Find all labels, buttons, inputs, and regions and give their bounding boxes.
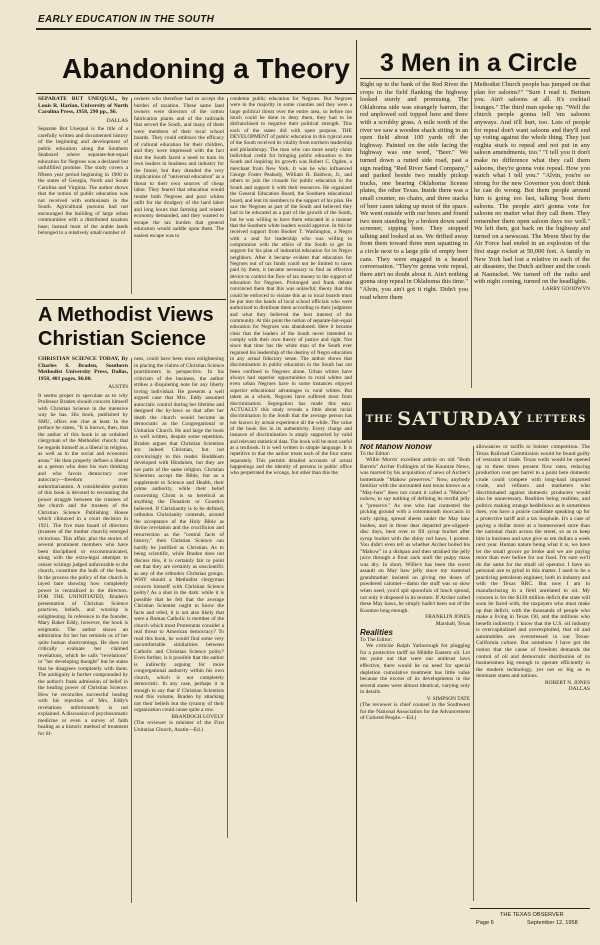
article2-text-col1: Right up to the bank of the Red River the crops in the field flanking the highway looked sturdy and promising. The Oklahoma side was strangely barren, the red unplowed soil topped here and there with a scrubby grass. A mile north of the river we saw a wooden shack sitting in an open field about 100 yards off the highway. Painted on the side facing the highway was one word, "Beer." We turned down a rutted side road, past a sign reading "Red River Sand Company," and parked beside two muddy pickup trucks, one bearing Oklahoma license plates, the other Texas. Inside there was a small counter, no chairs, and three stacks of beer cases taking up most of the space. We went outside with our beers and found two men standing by a broken down sand screener, sipping beer. They stopped talking and looked at us. We drifted away from them toward three men squatting in a circle next to a large pile of empty beer cans. They were engaged in a heated conversation. "They're gonna vote repeal, there ain't no doubt about it. Ain't nothing gonna stop repeal in Oklahoma this time." "Alvin, you ain't got it right. Didn't you read where them [360,81,468,301]
footer-page: Page 6 [476,920,494,926]
letters-col1 [360,444,470,904]
article3-top-rule [36,299,226,300]
article3-text-col1: It seems proper to speculate as to why Professor Braden should concern himself with Christian Science in the intensive way he has. His book, published by SMU, offers one clue at least. In the preface he states, "It is known, then, that the author of this book is an ordained clergyman of the Methodist church; that he regards himself as a liberal in religion, as well as in the social and economic areas." He then properly defines a liberal as a person who does his own thinking and who favors democracy over autocracy—freedom over authoritarianism. A considerable portion of this book is devoted to recounting the power struggle between the trustees of the church and the trustees of the Christian Science Publishing House which climaxed in a court decision in 1921. The five man board of directors (trustees of the mother church) emerged victorious. This affair, plus the stories of several prominent members who have been disciplined or excommunicated, along with the extra-legal attempts to censor writings judged unfavorable to the church, constitute the bulk of the book. In the process the policy of the church is layed bare showing how completely power is centralized in the directors. FOR THE UNINITIATED, Braden's presentation of Christian Science practices, beliefs, and worship is enlightening. In reference to the founder, Mary Baker Eddy, however, the book is enigmatic. The author shows an admiration for her but reminds us of her quite human shortcomings. He does not critically evaluate her claimed revelations, which he calls "revelations" or "her developing thought" but he states that he disagrees completely with them. The ambiguity is further compounded by the author's frank admission of belief in the healing power of Christian Science. How he reconciles successful healing with his rejection of Mrs. Eddy's revelations unfortunately is not explained. A discussion of psychosomatic medicine or even a survey of faith healing as a historic method of treatment for ill- [38,392,128,737]
article1-review-head: SEPARATE BUT UNEQUAL, by Louis R. Harlan, University of North Carolina Press, 1958, 290 pp., $6. [38,96,128,116]
col-divider [356,40,357,902]
letter2-title: Realities [360,628,393,638]
article2-col2 [474,81,590,391]
letter3-body: allowances or tariffs to bolster competition. The Texas Railroad Commission would be found guilty of restraint of trade. Texas wells would be opened up to three times present flow rates, reducing production cost per barrel to a point here domestic crude could compete with long-haul imported crude, and refiners and marketers who discriminated against domestic producers would also be unnecessary. Realities being realities, and politics making strange bedfellows as it sometimes does, you have a prairie candidate speaking up for a protective tariff and a tax loophole. It's a case of paying a dollar more at a homeowned store than the national chain across the street, so as to keep him in business and save give us ten dollars a week next year. Human nature being what it is, we have let the small grocer go broke and we are paying more than ever before for our food. I'm sure we'll do the same for the small oil operator. I have no personal axe to grind in this matter. I used to be a practicing petroleum engineer, both in industry and with the Texas RRC. But now I am in manufacturing in a field unrelated to oil. My concern is for the $120 million deficit the state will soon be faced with, the taxpayers who must make up that deficit, with the thousands of people who make a living in Texas Oil, and the millions who benefit indirectly. I know that the U.S. oil industry is overcapitalized and overexploited, that oil and automobiles are overstressed in our Texas-California culture. But somehow I have got the notion that the cause of freedom demands the control of oil and democratic distribution of its businessmen big enough to operate efficiently in the modern technology, yet not so big as to dominate states and nations. [476,444,590,680]
headline-rule-2 [360,78,590,79]
letter1-salutation: To the Editor: [360,450,391,457]
article1-text-col3: condemn public education for Negroes. But Negroes were in the majority in some counties and they were a large political threat over the entire area, so before too much could be done to deny them, they had to be disfranchised to negative their political strength. This each of the states did with open purpose. THE DEVELOPMENT of public education in this typical area of the South received its vitality from northern leadership and philanthropy. The man who can more nearly claim individual credit for bringing public education to the South and inspiring its growth was Robert C. Ogden, a merchant from New York. It was he who influenced George Foster Peabody, William H. Baldwin, Jr., and others to join the crusade for public education in the South and support it with their resources. He organized the General Education Board, the Southern educational board, and lent its members to the support of his plan. He saw the Negroes as part of the South and believed they had to be educated as a part of the growth of the South, but he was willing to have them educated in a manner that the Southern white leaders would approve. In this he received support from Booker T. Washington, a Negro with a zeal for leadership who was willing to compromise with the ethics of the South to get its support for his plan of industrial education for its Negro neighbors. After it became evident that education for Negroes out of tax funds could not be limited to taxes paid by them, it became necessary to find an effective device to control the flow of tax money to the support of education for Negroes. Prolonged and frank debate convinced them that this was unlawful; theory that this could be enforced to violate this as to local boards must be put into the hands of local school officials who were authorized to distribute them according to their judgment and what they believed the best interest of the community. At this point the notion of separate-but-equal education for Negroes was abandoned. Here it became clear that the leaders of the South never intended to comply with their own theory of justice and right. Not since that time has the white man of the South ever regained his leadership of the destiny of Negro education in any actual fiduciary sense. The author shows that discrimination in public education in the South has not been confined to Negroes alone. Urban whites have always had superior opportunities to rural whites and even urban Negroes have in some instances enjoyed superior educational advantages to rural whites. But taken as a whole, Negroes have suffered most from discrimination. Segregation has made this easy. ACTUALLY this study reveals a little about racial discrimination in the South that the average person has not known by actual experience all the while. The value of the book lies in its authenticity. Every charge and instance of discrimination is amply supported by valid and relevant statistical data. The book will be most useful as a textbook. It is well written in simple language. It is repetitive in that the author treats each of the four states separately. This permits detailed accounts of actual happenings and the identity of persons in public office who perpetrated the wrongs, but other than this the [230,96,352,477]
saturday-letters-logo [362,398,590,440]
article3-col2 [134,356,224,906]
logo-main-text: SATURDAY [397,408,523,430]
article3-review-head: CHRISTIAN SCIENCE TODAY, By Charles S. Braden, Southern Methodist University Press, Dallas, 1958, 401 pages, $6.00. [38,356,128,382]
section-label: EARLY EDUCATION IN THE SOUTH [38,14,215,25]
letters-col2 [476,444,590,904]
article3-signature: BRANDOCH LOVELY [171,713,224,720]
article3-footnote: (The reviewer is minister of the First Unitarian Church, Austin—Ed.) [134,720,224,733]
logo-left-text: THE [365,413,394,425]
letter2-signature: V. SIMPSON TATE [426,695,470,702]
letter1-place: Marshall, Texas [435,620,470,627]
article2-col1 [360,81,468,391]
article3-text-col2: ness, could have been most enlightening in placing the claims of Christian Science practitioners in perspective. In his criticism of the business, the author strikes a disquieting note for any liberty loving individual. He presents a well argued case that Mrs. Eddy assumed autocratic control during her lifetime and designed the by-laws so that after her death the church would become as democratic as the Congregational or Unitarian Church. He and large the book is well written, despite some repetition. Braden argues that Christian Scientists are indeed Christian, but not convincingly to this reader. Buddhism developed with Hinduism, but they are not parts of the same religion. Christian Scientists accept the Bible, but as a supplement to Science and Health, their prime authority, while their belief concerning Christ is so heretical as anything the Donatists or Gnostics believed. If Christianity is to be defined, orthodox Christianity contends, around the acceptance of the Holy Bible as divine revelation and the crucifixion and resurrection as the "central facts of history," then Christian Science can hardly be justified as Christian. As to being scientific, while Braden does not discuss this, it is certainly fair to point out that they are certainly as unscientific as any of the orthodox Christian groups. WHY should a Methodist clergyman concern himself with Christian Science polity? As a shot in the dark: while it is possible that he felt that the average Christian Scientist ought to know the facts and rebel, it is not also likely that were a Roman Catholic is member of the church which most Protestants consider a real threat to American democracy? To read this book, he would find some very uncomfortable similarities between Catholic and Christian Science polity? Even further, is it possible that the author is indirectly arguing for more congregational authority within his own church, which is not completely democratic. In any case, perhaps it is enough to say that if Christian Scientists read this volume, Braden by attacking not their beliefs but the tyranny of their organization could cause quite a row. [134,356,224,713]
article2-text-col2: Methodist Church people has jumped on that plan for saloons?" "Sure I read it. Betturn you. Ain't saloons at all. It's cocktail lounges." The third man spoke up. "Well the church people gonna tell 'em saloons anyways. And it'll hurt, too. Lots of people for repeal don't want saloons and they'll end up voting against the whole thing. They just oughta stuck to repeal and not put in any saloon amendments, too." "I tell you it don't make no difference what they call them saloons, they're gonna vote repeal. How you watch what I tell you." "Alvin, you're so strong for the new Governor you don't think he can do wrong. But them people around him is going too fast, talking 'bout them saloons. The people ain't gonna vote for saloons no matter what they call them. They remember them open saloon days too well." We left then, got back on the highway and turned on a newscast. The Moon Shot by the Air Force had ended in an explosion of the first stage rocket at 50,000 feet. A family in New York had lost a relative in each of the air disasters, the Dutch airliner and the crash at Nantucket. We turned off the radio and with night coming, turned on the headlights. [474,81,590,286]
article3-col1 [38,356,128,906]
headline-methodist-1: A Methodist Views [38,304,214,326]
article3-dateline: AUSTIN [108,384,128,391]
headline-rule-1 [36,93,356,94]
article1-text-col2: owners who therefore had to accept the burden of taxation. These same land owners were directors of the cotton fabrication plants and of the railroads that served the South, and many of them were members of their local school boards. They could embrace the efficacy of cultural education for their children, and they were impressed with the fact that the South faced a need to train its own leaders in business and industry for the future, but they dreaded the very implications of "universal education" as a threat to their own sources of cheap labor. They feared that education would render both Negroes and poor whites unfit for the drudgery of the hard labor and long hours that farming and related economy demanded, and they wanted to escape the tax burden that general education would saddle upon them. The easiest escape was to [134,96,224,239]
logo-side-text: LETTERS [526,413,587,425]
article1-text-col1: Separate But Unequal is the title of a carefully written and documented history of the beginning and development of public education along the Southern Seaboard where separate-but-equal education for Negroes was a declared but unfulfilled promise. The study covers a fifteen year period beginning in 1900 in the states of Georgia, North and South Carolina and Virginia. The author shows that the notion of public education was not received with enthusiasm in the South. Agricultural pursuits had not encouraged the building of large urban communities with a distributed taxation base; instead most of the arable lands belonged to a relatively small number of [38,126,128,237]
col-divider [473,446,474,901]
headline-methodist-2: Christian Science [38,328,206,350]
letter3-place: DALLAS [568,686,590,693]
letter2-body: We criticize Ralph Yarborough for plugging for a protective tariff on Middle Eastern oil. Let me point out that were our antitrust laws effective, there would be no need for special depletion cumulative treatment has little value because the excess of its developments in the several states were almost identical, varying only in details. [360,643,470,696]
article1-col2 [134,96,224,296]
letter3-signature: ROBERT N. JONES [545,679,590,686]
footer-date: September 12, 1958 [527,920,578,926]
footer-publication: THE TEXAS OBSERVER [500,912,564,918]
col-divider [131,358,132,903]
letter1-title: Not Mahow Nohow [360,444,432,451]
letter1-body: Willie Morris' excellent article on old "Both Barrels" Archer Fullingim of the Kountze News, was marred by his acquisition of news of Archer's homemade "Mahow preserves." Now, anybody familiar with the uncounted east texas knows as a "May-haw" does not count it called a "Mahow" nohow, to say nothing of defining its rectful jelly a "preserve." As one who has contested the picking ground with a cottonmouth moccasin in early spring, spread sheets under the May haw bushes, and in those dear departed pre-slipped-disc days, bent over to fill syrup bucket after syrup bucket with the shiny red haws, I protest. You didn't even tell us whether Archer boiled his "Mahow" in a dishpan and then strained the jelly juice through a flour sack until the pulpy mass was dry. In short, Willie's has been the worst assault on May haw jelly since my maternal grandmother insisted on giving me doses of powdered calomel—damn the stuff was so slow when used, you'd spit spoonfuls of lunch spread, not only it disposed in its texture. If Archer called these May haws, he simply hadn't been out of the Kountze long enough. [360,457,470,614]
letter2-salutation: To The Editor: [360,636,393,643]
article1-dateline: DALLAS [106,117,128,124]
footer-rule [470,908,590,909]
headline-3-men: 3 Men in a Circle [380,49,578,77]
headline-abandoning: Abandoning a Theory [62,53,350,84]
letter2-footnote: (The reviewer is chief counsel in the Southwest for the National Association for the Advancement of Colored People.—Ed.) [360,702,470,722]
article1-col3 [230,96,352,836]
article2-signature: LARRY GOODWYN [542,286,590,293]
col-divider [227,98,228,838]
letter1-signature: FRANKLIN JONES [425,614,470,621]
col-divider [471,82,472,388]
top-rule [36,28,591,30]
article1-col1 [38,96,128,296]
col-divider [131,98,132,294]
